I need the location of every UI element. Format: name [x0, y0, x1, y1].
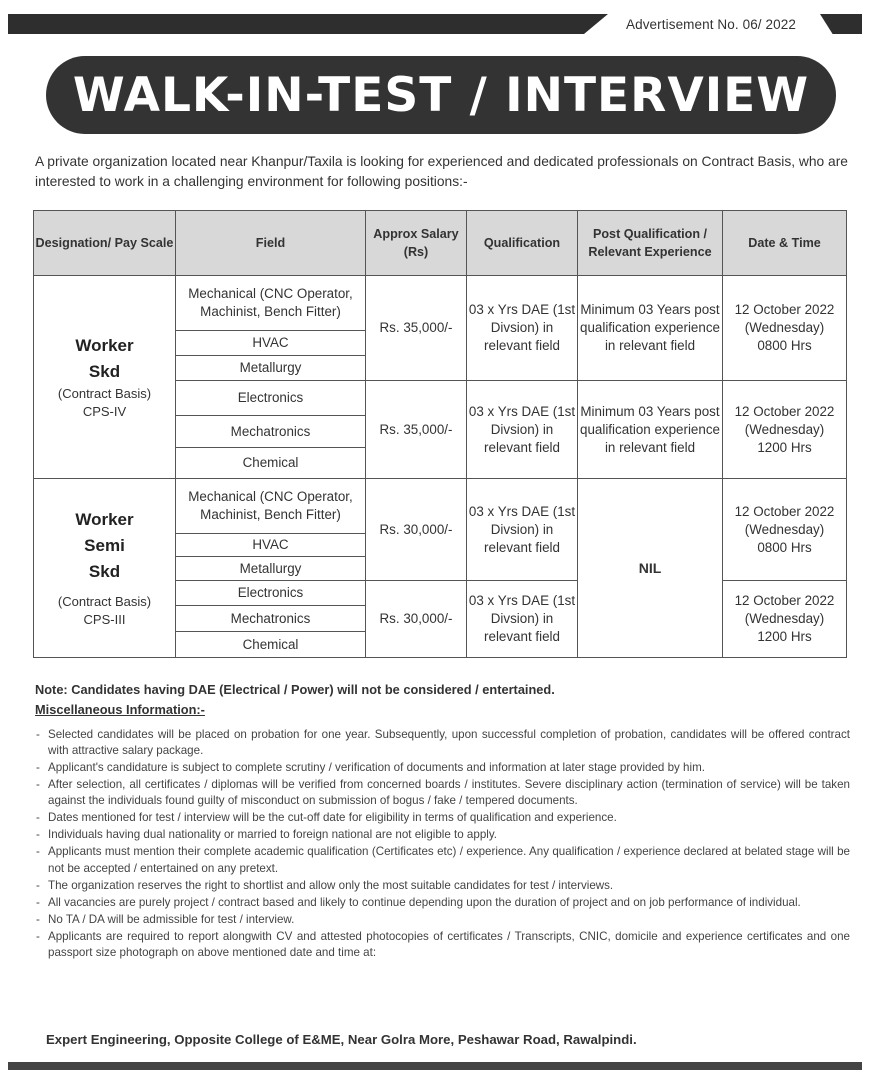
header-salary: Approx Salary (Rs) — [366, 211, 467, 276]
datetime-cell — [723, 479, 847, 581]
field-cell: Metallurgy — [176, 356, 366, 381]
header-qualification: Qualification — [467, 211, 578, 276]
date-text: 12 October 2022 — [734, 503, 835, 519]
date-text: 12 October 2022 — [734, 302, 835, 317]
time-text: 0800 Hrs — [757, 338, 812, 353]
designation-cell — [34, 479, 176, 658]
field-cell: Chemical — [176, 448, 366, 479]
table-row — [34, 276, 847, 331]
salary-cell: Rs. 35,000/- — [366, 381, 467, 479]
datetime-cell — [723, 381, 847, 479]
experience-cell: Minimum 03 Years post qualification experience in relevant field — [578, 276, 723, 381]
day-text: (Wednesday) — [744, 611, 825, 626]
list-item: - Applicants are required to report alongwith CV and attested photocopies of certificates / Transcripts, CNIC, domicile and experience certificates and one passport size photograph on above mentioned date and time at: — [35, 929, 850, 961]
title-banner — [46, 56, 836, 134]
misc-heading: Miscellaneous Information:- — [35, 702, 205, 717]
qualification-cell: 03 x Yrs DAE (1st Divsion) in relevant field — [467, 381, 578, 479]
day-text: (Wednesday) — [744, 320, 825, 335]
experience-nil: NIL — [638, 559, 662, 576]
header-designation: Designation/ Pay Scale — [34, 211, 176, 276]
list-item: - After selection, all certificates / diplomas will be verified from concerned boards / institutes. Severe disciplinary action (termination of service) will be taken against the individuals found guilty of misconduct on submission of bogus / fake / tempered documents. — [35, 777, 850, 809]
day-text: (Wednesday) — [744, 421, 825, 437]
note-text: Note: Candidates having DAE (Electrical / Power) will not be considered / entertained. — [35, 682, 555, 697]
designation-basis: (Contract Basis) — [57, 594, 152, 609]
header-bar-left — [8, 14, 608, 34]
footer-bar — [8, 1062, 862, 1070]
list-item: - Selected candidates will be placed on probation for one year. Subsequently, upon successful completion of probation, candidates will be offered contract with attractive salary package. — [35, 727, 850, 759]
field-cell: Mechanical (CNC Operator, Machinist, Bench Fitter) — [176, 276, 366, 331]
list-item: - Dates mentioned for test / interview will be the cut-off date for eligibility in terms of qualification and experience. — [35, 810, 850, 826]
qualification-cell: 03 x Yrs DAE (1st Divsion) in relevant field — [467, 581, 578, 658]
salary-cell: Rs. 30,000/- — [366, 479, 467, 581]
list-item: - The organization reserves the right to shortlist and allow only the most suitable candidates for test / interviews. — [35, 878, 850, 894]
designation-scale: CPS-III — [83, 612, 126, 627]
list-item: - All vacancies are purely project / contract based and likely to continue depending upon the duration of project and on job performance of individual. — [35, 895, 850, 911]
qualification-cell: 03 x Yrs DAE (1st Divsion) in relevant field — [467, 276, 578, 381]
intro-paragraph: A private organization located near Khanpur/Taxila is looking for experienced and dedicated professionals on Contract Basis, who are interested to work in a challenging environment for following positions:- — [35, 154, 848, 189]
table-row — [34, 479, 847, 534]
table-header-row — [34, 211, 847, 276]
list-item: - No TA / DA will be admissible for test / interview. — [35, 912, 850, 928]
designation-basis: (Contract Basis) — [57, 386, 152, 401]
field-cell: Chemical — [176, 632, 366, 658]
misc-list — [35, 727, 850, 962]
time-text: 1200 Hrs — [757, 629, 812, 644]
field-cell: Electronics — [176, 581, 366, 606]
header-field: Field — [176, 211, 366, 276]
field-cell: HVAC — [176, 534, 366, 557]
field-cell: Mechanical (CNC Operator, Machinist, Bench Fitter) — [176, 479, 366, 534]
salary-cell: Rs. 30,000/- — [366, 581, 467, 658]
address-text: Expert Engineering, Opposite College of E&ME, Near Golra More, Peshawar Road, Rawalpindi. — [46, 1032, 637, 1047]
time-text: 1200 Hrs — [757, 439, 812, 455]
datetime-cell — [723, 581, 847, 658]
advertisement-number: Advertisement No. 06/ 2022 — [626, 17, 796, 32]
designation-title: Worker Semi Skd — [75, 510, 134, 581]
list-item: - Individuals having dual nationality or married to foreign national are not eligible to apply. — [35, 827, 850, 843]
banner-title: WALK-IN-TEST / INTERVIEW — [72, 67, 810, 123]
header-bar-right — [820, 14, 862, 34]
time-text: 0800 Hrs — [757, 539, 812, 555]
experience-cell: Minimum 03 Years post qualification experience in relevant field — [578, 381, 723, 479]
header-datetime: Date & Time — [723, 211, 847, 276]
datetime-cell — [723, 276, 847, 381]
field-cell: Electronics — [176, 381, 366, 416]
positions-table — [33, 210, 847, 658]
experience-cell — [578, 479, 723, 658]
designation-title: Worker Skd — [75, 336, 134, 381]
field-cell: Mechatronics — [176, 416, 366, 448]
list-item: - Applicant's candidature is subject to complete scrutiny / verification of documents and information at later stage provided by him. — [35, 760, 850, 776]
field-cell: Mechatronics — [176, 606, 366, 632]
date-text: 12 October 2022 — [734, 403, 835, 419]
salary-cell: Rs. 35,000/- — [366, 276, 467, 381]
day-text: (Wednesday) — [744, 521, 825, 537]
header-experience: Post Qualification / Relevant Experience — [578, 211, 723, 276]
field-cell: Metallurgy — [176, 557, 366, 581]
designation-cell — [34, 276, 176, 479]
date-text: 12 October 2022 — [734, 593, 835, 608]
field-cell: HVAC — [176, 331, 366, 356]
list-item: - Applicants must mention their complete academic qualification (Certificates etc) / experience. Any qualification / experience declared at belated stage will be not be accepted / entertained on any pretext. — [35, 844, 850, 876]
qualification-cell: 03 x Yrs DAE (1st Divsion) in relevant field — [467, 479, 578, 581]
designation-scale: CPS-IV — [82, 404, 127, 419]
